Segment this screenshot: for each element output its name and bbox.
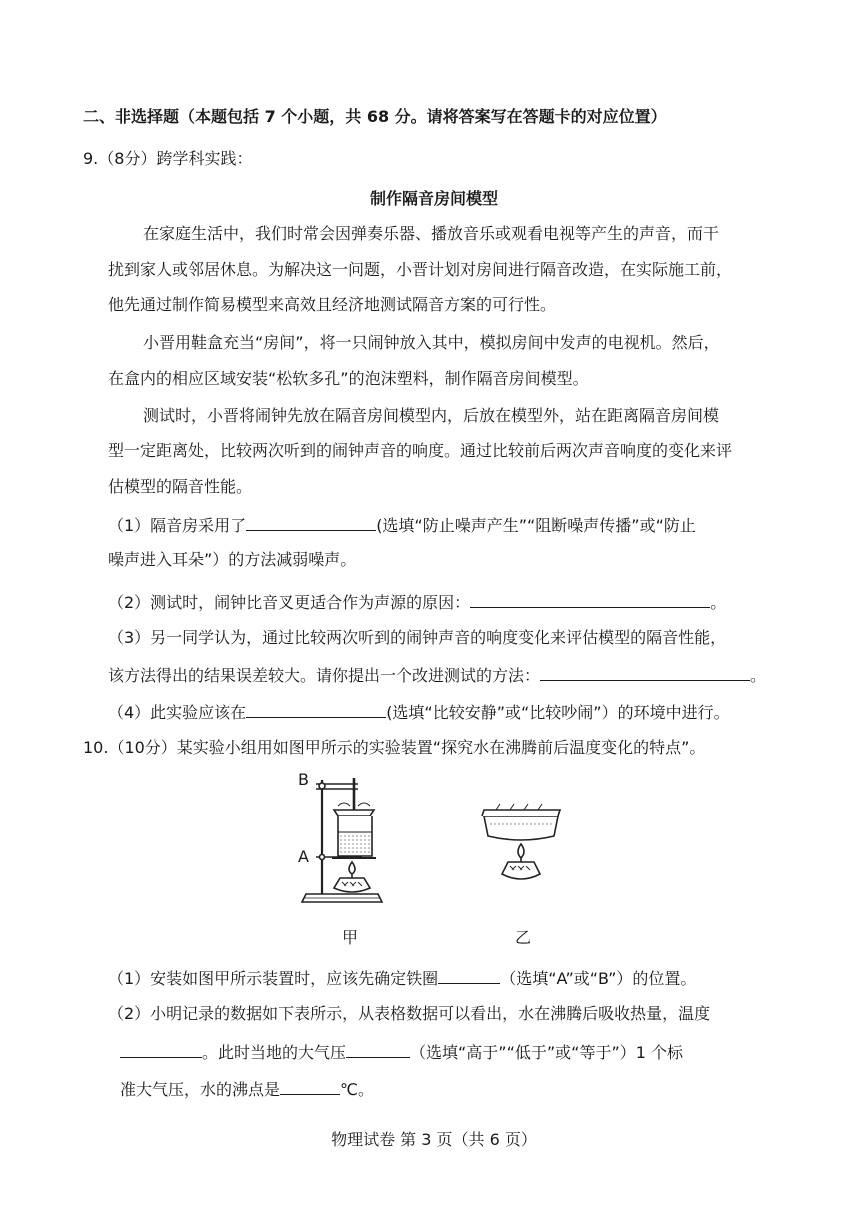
q10-sub2-options: （选填“高于”“低于”或“等于”）1 个标 — [410, 1043, 684, 1062]
iron-stand-diagram — [292, 770, 392, 918]
q10-header: 10.（10分）某实验小组用如图甲所示的实验装置“探究水在沸腾前后温度变化的特点”。 — [83, 738, 706, 757]
q9-para1-line3: 他先通过制作简易模型来高效且经济地测试隔音方案的可行性。 — [108, 295, 557, 314]
q9-sub4-prompt: （4）此实验应该在 — [108, 703, 247, 722]
q9-sub1-options: (选填“防止噪声产生”“阻断噪声传播”或“防止 — [376, 516, 696, 535]
q9-para1-line2: 扰到家人或邻居休息。为解决这一问题，小晋计划对房间进行隔音改造，在实际施工前， — [108, 260, 733, 279]
q9-sub2-end: 。 — [710, 593, 727, 612]
figure-yi-caption: 乙 — [515, 928, 532, 947]
figure-yi-apparatus — [476, 800, 566, 896]
heating-cup-diagram — [476, 800, 566, 896]
figure-jia-caption: 甲 — [342, 928, 359, 947]
answer-blank-10-1[interactable] — [438, 966, 500, 984]
q10-sub1-prompt: （1）安装如图甲所示装置时，应该先确定铁圈 — [108, 969, 439, 988]
q9-article-title: 制作隔音房间模型 — [369, 189, 498, 208]
q10-sub2-line2 — [120, 1040, 683, 1064]
q9-sub2-prompt: （2）测试时，闹钟比音叉更适合作为声源的原因： — [108, 593, 471, 612]
q9-para3-line2: 型一定距离处，比较两次听到的闹钟声音的响度。通过比较前后两次声音响度的变化来评 — [108, 441, 733, 460]
q10-sub2-mid: 。此时当地的大气压 — [202, 1043, 347, 1062]
q9-sub4-options: (选填“比较安静”或“比较吵闹”）的环境中进行。 — [386, 703, 730, 722]
q9-sub3-line1: （3）另一同学认为，通过比较两次听到的闹钟声音的响度变化来评估模型的隔音性能， — [108, 628, 727, 647]
q9-para3-line3: 估模型的隔音性能。 — [108, 477, 253, 496]
answer-blank-10-2c[interactable] — [280, 1077, 340, 1095]
q10-sub2-prompt3: 准大气压，水的沸点是 — [120, 1080, 281, 1099]
label-a: A — [298, 847, 309, 866]
q9-sub1-line2: 噪声进入耳朵”）的方法减弱噪声。 — [108, 550, 357, 569]
figure-jia-apparatus — [292, 770, 392, 918]
q9-sub3-line2 — [108, 663, 766, 687]
q9-para1-line1: 在家庭生活中，我们时常会因弹奏乐器、播放音乐或观看电视等产生的声音，而干 — [143, 224, 720, 243]
q9-sub4-line — [108, 700, 730, 724]
q9-sub2-line — [108, 590, 726, 614]
answer-blank-9-2[interactable] — [470, 590, 710, 608]
q9-para3-line1: 测试时，小晋将闹钟先放在隔音房间模型内，后放在模型外，站在距离隔音房间模 — [143, 406, 720, 425]
answer-blank-10-2a[interactable] — [120, 1040, 202, 1058]
q9-sub3-prompt: 该方法得出的结果误差较大。请你提出一个改进测试的方法： — [108, 666, 541, 685]
page-footer: 物理试卷 第 3 页（共 6 页） — [331, 1130, 537, 1149]
answer-blank-10-2b[interactable] — [346, 1040, 410, 1058]
q9-sub3-end: 。 — [750, 666, 767, 685]
answer-blank-9-4[interactable] — [246, 700, 386, 718]
q9-sub1-line1 — [108, 513, 696, 537]
label-b: B — [298, 770, 309, 789]
q10-sub1-line — [108, 966, 696, 990]
q10-sub2-unit: ℃。 — [340, 1080, 374, 1099]
q9-header: 9.（8分）跨学科实践： — [83, 149, 253, 168]
q10-sub2-line3 — [120, 1077, 374, 1101]
q9-para2-line1: 小晋用鞋盒充当“房间”，将一只闹钟放入其中，模拟房间中发声的电视机。然后， — [143, 333, 720, 352]
q10-sub1-options: （选填“A”或“B”）的位置。 — [500, 969, 697, 988]
answer-blank-9-3[interactable] — [540, 663, 750, 681]
q10-sub2-line1: （2）小明记录的数据如下表所示，从表格数据可以看出，水在沸腾后吸收热量，温度 — [108, 1004, 711, 1023]
q9-sub1-prompt: （1）隔音房采用了 — [108, 516, 247, 535]
q9-para2-line2: 在盒内的相应区域安装“松软多孔”的泡沫塑料，制作隔音房间模型。 — [108, 369, 589, 388]
answer-blank-9-1[interactable] — [246, 513, 376, 531]
section-title: 二、非选择题（本题包括 7 个小题，共 68 分。请将答案写在答题卡的对应位置） — [83, 107, 667, 126]
